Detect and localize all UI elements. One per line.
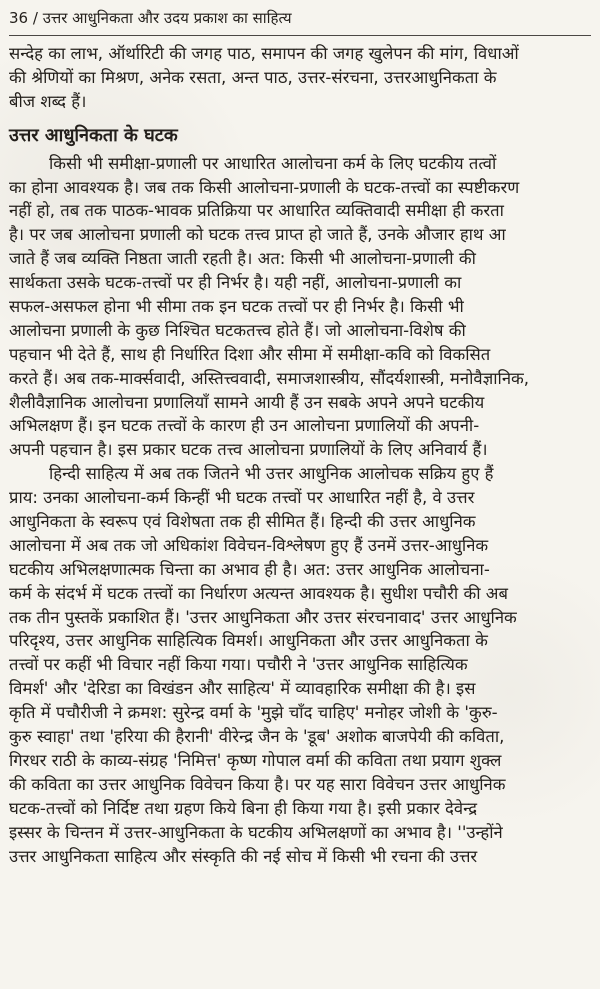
text-line: आलोचना प्रणाली के कुछ निश्चित घटकतत्त्व होते हैं। जो आलोचना-विशेष की: [9, 320, 466, 340]
text-line: तत्त्वों पर कहीं भी विचार नहीं किया गया। पचौरी ने 'उत्तर आधुनिक साहित्यिक: [9, 655, 468, 675]
text-line: पहचान भी देते हैं, साथ ही निर्धारित दिशा और सीमा में समीक्षा-कवि को विकसित: [9, 344, 491, 364]
text-line: कृति में पचौरीजी ने क्रमश: सुरेन्द्र वर्मा के 'मुझे चाँद चाहिए' मनोहर जोशी के 'कुरु-: [9, 703, 498, 723]
text-line: सार्थकता उसके घटक-तत्त्वों पर ही निर्भर है। यही नहीं, आलोचना-प्रणाली का: [9, 273, 462, 293]
text-line: तक तीन पुस्तकें प्रकाशित हैं। 'उत्तर आधुनिकता और उत्तर संरचनावाद' उत्तर आधुनिक: [9, 607, 517, 627]
text-line: हिन्दी साहित्य में अब तक जितने भी उत्तर आधुनिक आलोचक सक्रिय हुए हैं: [49, 464, 494, 484]
intro-paragraph: [9, 42, 591, 114]
text-line: का होना आवश्यक है। जब तक किसी आलोचना-प्रणाली के घटक-तत्त्वों का स्पष्टीकरण: [9, 177, 520, 197]
book-title: उत्तर आधुनिकता और उदय प्रकाश का साहित्य: [42, 9, 292, 27]
text-line: है। पर जब आलोचना प्रणाली को घटक तत्त्व प्राप्त हो जाते हैं, उनके औजार हाथ आ: [9, 225, 506, 245]
text-line: आलोचना में अब तक जो अधिकांश विवेचन-विश्लेषण हुए हैं उनमें उत्तर-आधुनिक: [9, 535, 489, 555]
text-line: कुरु स्वाहा' तथा 'हरिया की हैरानी' वीरेन्द्र जैन के 'डूब' अशोक बाजपेयी की कविता,: [9, 727, 505, 747]
text-line: कर्म के संदर्भ में घटक तत्त्वों का निर्धारण अत्यन्त आवश्यक है। सुधीश पचौरी की अब: [9, 583, 508, 603]
text-line: प्राय: उनका आलोचना-कर्म किन्हीं भी घटक तत्त्वों पर आधारित नहीं है, वे उत्तर: [9, 488, 475, 508]
text-line: शैलीवैज्ञानिक आलोचना प्रणालियाँ सामने आयी हैं उन सबके अपने अपने घटकीय: [9, 392, 485, 412]
text-line: की कविता का उत्तर आधुनिक विवेचन किया है। पर यह सारा विवेचन उत्तर आधुनिक: [9, 774, 506, 794]
text-line: किसी भी समीक्षा-प्रणाली पर आधारित आलोचना कर्म के लिए घटकीय तत्वों: [49, 153, 497, 173]
text-line: उत्तर आधुनिकता साहित्य और संस्कृति की नई सोच में किसी भी रचना की उत्तर: [9, 846, 478, 866]
paragraph-1: [9, 152, 591, 463]
paragraph-2: [9, 462, 591, 868]
running-header: [9, 7, 591, 36]
text-line: विमर्श' और 'देरिडा का विखंडन और साहित्य' में व्यावहारिक समीक्षा की है। इस: [9, 679, 476, 699]
text-line: परिदृश्य, उत्तर आधुनिक साहित्यिक विमर्श। आधुनिकता और उत्तर आधुनिकता के: [9, 631, 488, 651]
text-line: की श्रेणियों का मिश्रण, अनेक रसता, अन्त पाठ, उत्तर-संरचना, उत्तरआधुनिकता के: [9, 67, 497, 87]
text-line: सन्देह का लाभ, ऑर्थारिटी की जगह पाठ, समापन की जगह खुलेपन की मांग, विधाओं: [9, 44, 519, 63]
text-line: नहीं हो, तब तक पाठक-भावक प्रतिक्रिया पर आधारित व्यक्तिवादी समीक्षा ही करता: [9, 201, 504, 221]
text-line: करते हैं। अब तक-मार्क्सवादी, अस्तित्त्ववादी, समाजशास्त्रीय, सौंदर्यशास्त्री, मनोवैज्ञानिक,: [9, 368, 530, 388]
section-heading: उत्तर आधुनिकता के घटक: [9, 124, 178, 146]
text-line: घटकीय अभिलक्षणात्मक चिन्ता का अभाव ही है। अत: उत्तर आधुनिक आलोचना-: [9, 559, 490, 579]
text-line: सफल-असफल होना भी सीमा तक इन घटक तत्त्वों पर ही निर्भर है। किसी भी: [9, 297, 464, 317]
text-line: अपनी पहचान है। इस प्रकार घटक तत्त्व आलोचना प्रणालियों के लिए अनिवार्य हैं।: [9, 440, 488, 460]
text-line: अभिलक्षण हैं। इन घटक तत्त्वों के कारण ही उन आलोचना प्रणालियों की अपनी-: [9, 416, 480, 436]
text-line: गिरधर राठी के काव्य-संग्रह 'निमित्त' कृष्ण गोपाल वर्मा की कविता तथा प्रयाग शुक्ल: [9, 750, 502, 770]
header-separator: /: [28, 9, 43, 27]
text-line: बीज शब्द हैं।: [9, 91, 87, 111]
text-line: जाते हैं जब व्यक्ति निष्ठता जाती रहती है। अत: किसी भी आलोचना-प्रणाली की: [9, 249, 476, 269]
text-line: इस्सर के चिन्तन में उत्तर-आधुनिकता के घटकीय अभिलक्षणों का अभाव है। ''उन्होंने: [9, 822, 503, 842]
text-line: आधुनिकता के स्वरूप एवं विशेषता तक ही सीमित हैं। हिन्दी की उत्तर आधुनिक: [9, 512, 476, 532]
page-number: 36: [9, 9, 29, 27]
text-line: घटक-तत्त्वों को निर्दिष्ट तथा ग्रहण किये बिना ही किया गया है। इसी प्रकार देवेन्द्र: [9, 798, 478, 818]
